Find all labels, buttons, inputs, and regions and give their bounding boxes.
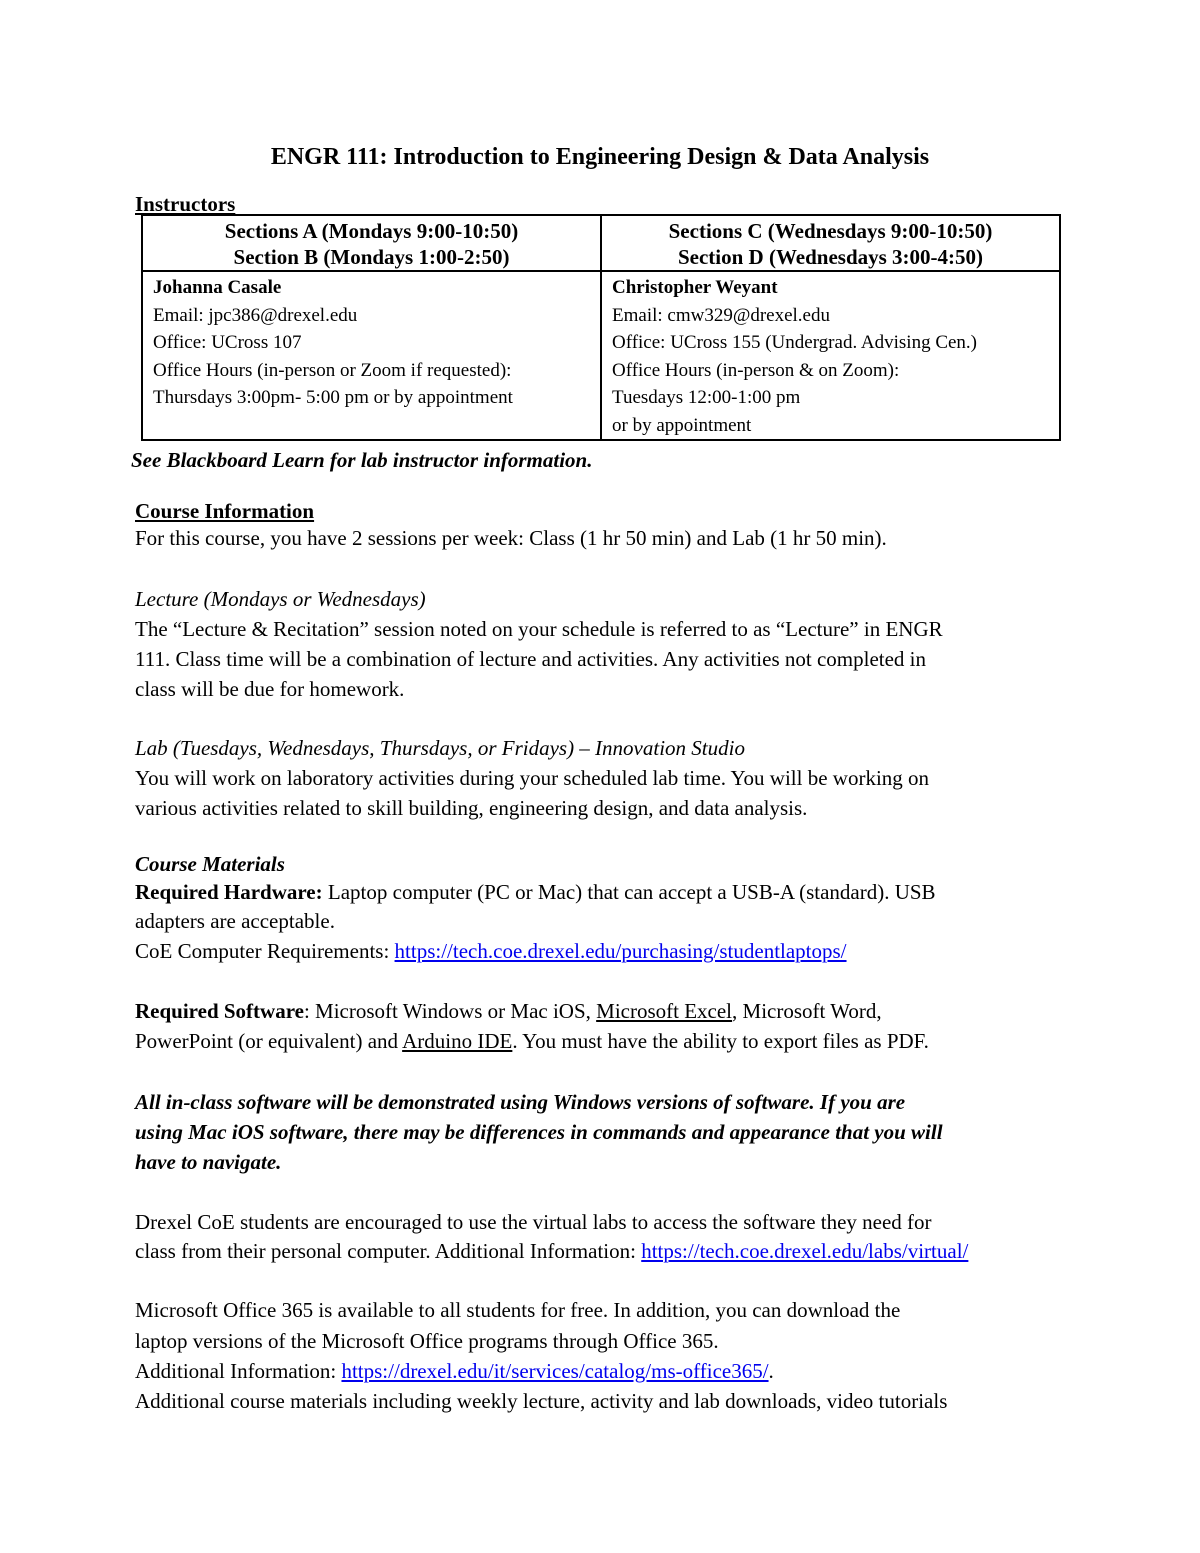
table-row	[142, 215, 1060, 271]
sections-line: Sections A (Mondays 9:00-10:50)	[224, 219, 519, 243]
lab-heading: Lab (Tuesdays, Wednesdays, Thursdays, or Fridays) – Innovation Studio	[135, 736, 745, 760]
warning-line: All in-class software will be demonstrated using Windows versions of software. If you are	[135, 1090, 906, 1114]
lecture-heading: Lecture (Mondays or Wednesdays)	[135, 587, 426, 611]
lecture-text-line: class will be due for homework.	[135, 677, 405, 701]
warning-line: using Mac iOS software, there may be differences in commands and appearance that you will	[135, 1120, 943, 1144]
lab-instructor-note: See Blackboard Learn for lab instructor information.	[131, 448, 593, 472]
arduino-link[interactable]: Arduino IDE	[402, 1029, 513, 1053]
instructor-casale-cell	[142, 271, 601, 440]
lab-text-line: You will work on laboratory activities during your scheduled lab time. You will be working on	[135, 766, 930, 790]
sections-cd-cell	[601, 215, 1060, 271]
hardware-line-2: adapters are acceptable.	[135, 909, 335, 933]
coe-requirements-line	[135, 936, 847, 966]
virtual-labs-line: Drexel CoE students are encouraged to use the virtual labs to access the software they need for	[135, 1210, 932, 1234]
instructor-office: Office: UCross 107	[153, 332, 302, 353]
lecture-text-line: 111. Class time will be a combination of lecture and activities. Any activities not completed in	[135, 647, 927, 671]
additional-materials-line: Additional course materials including weekly lecture, activity and lab downloads, video tutorials	[135, 1389, 948, 1413]
page-title: ENGR 111: Introduction to Engineering Design & Data Analysis	[270, 144, 930, 170]
coe-requirements-label: CoE Computer Requirements:	[135, 939, 395, 963]
instructor-name: Johanna Casale	[153, 277, 282, 298]
software-line-2	[135, 1026, 929, 1056]
course-materials-heading: Course Materials	[135, 852, 285, 876]
instructor-office-hours-note: or by appointment	[612, 414, 752, 436]
office365-info-line	[135, 1356, 774, 1386]
warning-line: have to navigate.	[135, 1150, 282, 1174]
coe-requirements-link[interactable]: https://tech.coe.drexel.edu/purchasing/studentlaptops/	[394, 939, 847, 963]
instructor-name: Christopher Weyant	[612, 277, 778, 298]
course-info-heading: Course Information	[135, 499, 315, 523]
hardware-text: Laptop computer (PC or Mac) that can accept a USB-A (standard). USB	[322, 880, 936, 904]
sections-line: Section B (Mondays 1:00-2:50)	[233, 245, 510, 269]
lab-text-line: various activities related to skill building, engineering design, and data analysis.	[135, 796, 808, 820]
lecture-text-line: The “Lecture & Recitation” session noted on your schedule is referred to as “Lecture” in ENGR	[135, 617, 943, 641]
office365-link[interactable]: https://drexel.edu/it/services/catalog/ms-office365/	[341, 1359, 769, 1383]
office365-line: laptop versions of the Microsoft Office programs through Office 365.	[135, 1329, 719, 1353]
virtual-labs-text: class from their personal computer. Additional Information:	[135, 1239, 642, 1263]
software-text: , Microsoft Word,	[732, 999, 882, 1023]
instructor-weyant-cell	[601, 271, 1060, 440]
virtual-labs-line-2	[135, 1236, 968, 1266]
instructor-email: Email: jpc386@drexel.edu	[153, 304, 358, 326]
instructors-table	[141, 214, 1061, 441]
software-text: . You must have the ability to export files as PDF.	[512, 1029, 929, 1053]
office365-line: Microsoft Office 365 is available to all students for free. In addition, you can download the	[135, 1298, 901, 1322]
course-info-intro: For this course, you have 2 sessions per week: Class (1 hr 50 min) and Lab (1 hr 50 min).	[135, 526, 887, 550]
office365-info-label: Additional Information:	[135, 1359, 342, 1383]
software-label: Required Software	[135, 999, 304, 1023]
office365-suffix: .	[768, 1359, 774, 1383]
sections-ab-cell	[142, 215, 601, 271]
sections-line: Section D (Wednesdays 3:00-4:50)	[677, 245, 984, 269]
instructors-heading: Instructors	[135, 192, 236, 216]
software-text: : Microsoft Windows or Mac iOS,	[303, 999, 597, 1023]
virtual-labs-link[interactable]: https://tech.coe.drexel.edu/labs/virtual/	[641, 1239, 969, 1263]
sections-line: Sections C (Wednesdays 9:00-10:50)	[668, 219, 993, 243]
table-row	[142, 271, 1060, 440]
instructor-office-hours-time: Thursdays 3:00pm- 5:00 pm or by appointment	[153, 387, 513, 408]
hardware-line	[135, 877, 936, 907]
instructor-office-hours-time: Tuesdays 12:00-1:00 pm	[612, 387, 801, 408]
instructor-email: Email: cmw329@drexel.edu	[612, 304, 830, 326]
excel-link[interactable]: Microsoft Excel	[596, 999, 733, 1023]
software-text: PowerPoint (or equivalent) and	[135, 1029, 403, 1053]
hardware-label: Required Hardware:	[135, 880, 323, 904]
software-line	[135, 996, 882, 1026]
instructor-office-hours: Office Hours (in-person & on Zoom):	[612, 359, 900, 381]
instructor-office-hours: Office Hours (in-person or Zoom if requested):	[153, 359, 512, 381]
instructor-office: Office: UCross 155 (Undergrad. Advising Cen.)	[612, 332, 977, 353]
